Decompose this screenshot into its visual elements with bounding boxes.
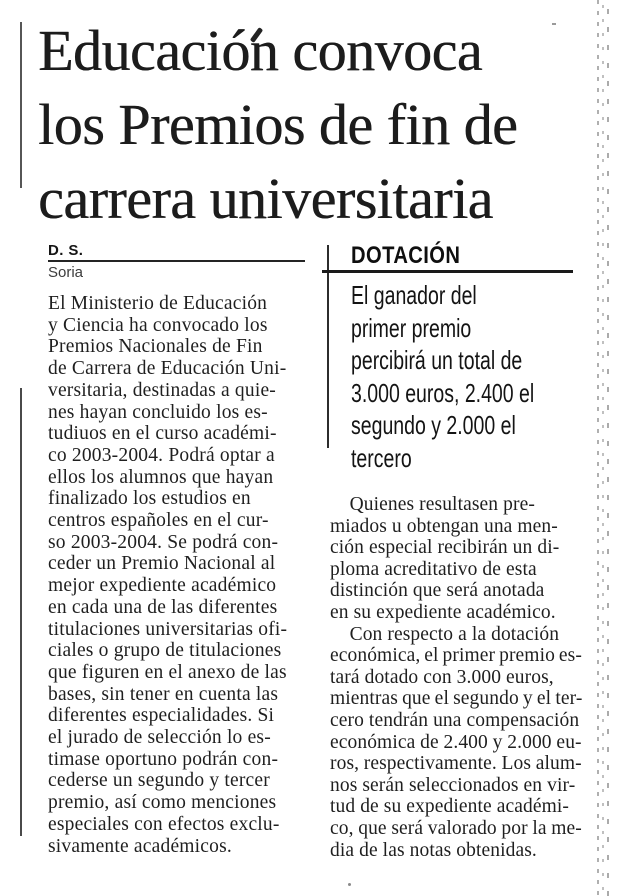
article-headline: Educación convoca los Premios de fin de carrera universitaria [38, 18, 518, 231]
sidebar-left-rule [327, 245, 329, 448]
sidebar-summary: El ganador del primer premio percibirá un total de 3.000 euros, 2.400 el segundo y 2.000 el tercero [351, 280, 535, 473]
left-column-rule-bottom [20, 388, 22, 836]
article-column-left [48, 293, 310, 857]
sidebar-title [351, 242, 481, 270]
scan-speck [348, 883, 351, 886]
article-column-right [330, 494, 582, 861]
paragraph: Quienes resultasen pre- miados u obtengan una men- ción especial recibirán un di- ploma acreditativo de esta distinción que será anotada en su expediente académico. [330, 494, 560, 623]
sidebar-title-text: DOTACIÓN [351, 242, 461, 269]
sidebar-heavy-rule [322, 270, 573, 273]
byline-divider [48, 260, 305, 262]
paragraph: Con respecto a la dotación económica, el primer premio es- tará dotado con 3.000 euros, mientras que el segundo y el ter- cero tendrán una compensación económica de 2.400 y 2.000 eu- ros, respectivamente. Los alum- nos serán seleccionados en vir- tud de su expediente académi- co, que será valorado por la me- dia de las notas obtenidas. [330, 623, 583, 861]
byline-location: Soria [48, 264, 84, 281]
paragraph: El Ministerio de Educación y Ciencia ha convocado los Premios Nacionales de Fin de Carrera de Educación Uni- versitaria, destinadas a quie- nes hayan concluido los es- tudiuos en el curso académi- co 2003-2004. Podrá optar a ellos los alumnos que hayan finalizado los estudios en centros españoles en el cur- so 2003-2004. Se podrá con- ceder un Premio Nacional al mejor expediente académico en cada una de las diferentes titulaciones universitarias ofi- ciales o grupo de titulaciones que figuren en el anexo de las bases, sin tener en cuenta las diferentes especialidades. Si el jurado de selección lo es- timase oportuno podrán con- cederse un segundo y tercer premio, así como menciones especiales con efectos exclu- sivamente académicos. [48, 293, 288, 857]
left-column-rule-top [20, 22, 22, 188]
byline-author: D. S. [48, 242, 84, 259]
